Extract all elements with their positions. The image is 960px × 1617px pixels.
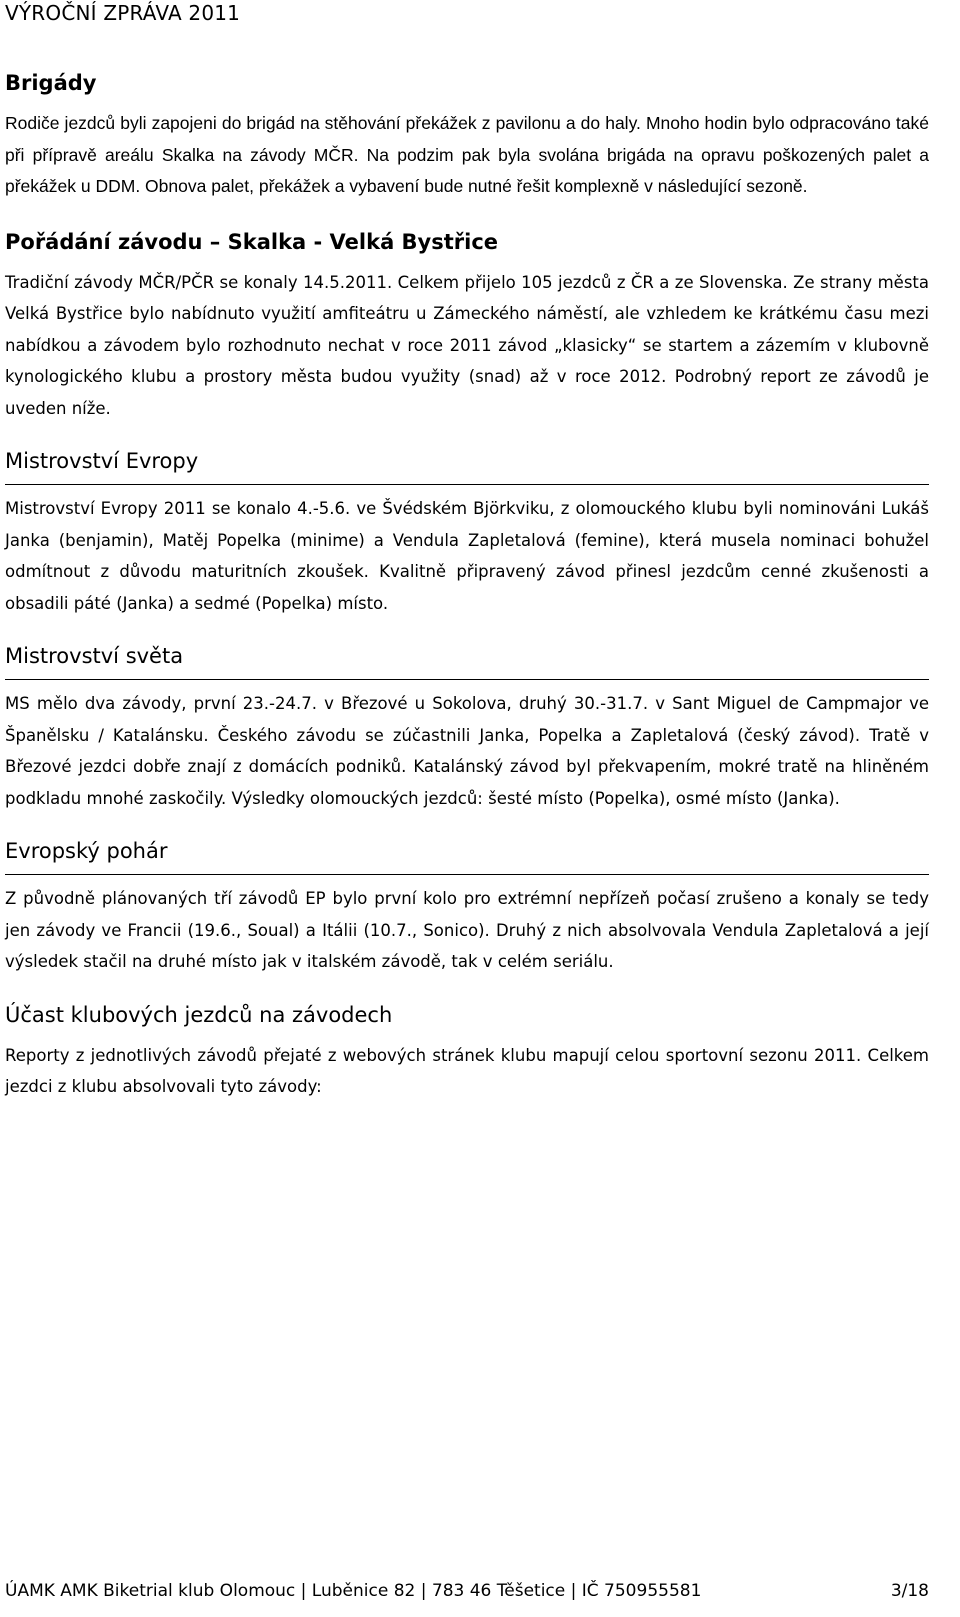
section-paragraph: Z původně plánovaných tří závodů EP bylo první kolo pro extrémní nepřízeň počasí zrušeno a konaly se tedy jen závody ve Francii (19.6., Soual) a Itálii (10.7., Sonico). Druhý z nich absolvovala Vendula Zapletalová a její výsledek stačil na druhé místo jak v italském závodě, tak v celém seriálu.: [5, 889, 929, 971]
page-footer: [5, 1576, 929, 1606]
page-number: 3/18: [890, 1581, 929, 1601]
section-heading: Evropský pohár: [5, 836, 929, 875]
report-title: VÝROČNÍ ZPRÁVA 2011: [5, 1, 241, 25]
section-heading: Brigády: [5, 71, 97, 95]
section-evropsky-pohar: [5, 836, 929, 978]
section-mistrovstvi-sveta: [5, 641, 929, 814]
section-heading: Účast klubových jezdců na závodech: [5, 1002, 393, 1027]
section-paragraph: Reporty z jednotlivých závodů přejaté z webových stránek klubu mapují celou sportovní sezonu 2011. Celkem jezdci z klubu absolvovali tyto závody:: [5, 1045, 929, 1096]
section-brigady: [5, 68, 929, 203]
section-poradani-zavodu: [5, 227, 929, 425]
section-paragraph: Tradiční závody MČR/PČR se konaly 14.5.2011. Celkem přijelo 105 jezdců z ČR a ze Slovenska. Ze strany města Velká Bystřice bylo nabídnuto využití amfiteátru u Zámeckého náměstí, ale vzhledem ke krátkému času mezi nabídkou a závodem bylo rozhodnuto nechat v roce 2011 závod „klasicky“ se startem a zázemím v klubovně kynologického klubu a prostory města budou využity (snad) až v roce 2012. Podrobný report ze závodů je uveden níže.: [5, 272, 929, 418]
section-heading: Mistrovství Evropy: [5, 446, 929, 485]
section-paragraph: Mistrovství Evropy 2011 se konalo 4.-5.6. ve Švédském Björkviku, z olomouckého klubu byli nominováni Lukáš Janka (benjamin), Matěj Popelka (minime) a Vendula Zapletalová (femine), která musela nominaci bohužel odmítnout z důvodu maturitních zkoušek. Kvalitně připravený závod přinesl jezdcům cenné zkušenosti a obsadili páté (Janka) a sedmé (Popelka) místo.: [5, 499, 929, 613]
section-heading: Mistrovství světa: [5, 641, 929, 680]
section-paragraph: MS mělo dva závody, první 23.-24.7. v Březové u Sokolova, druhý 30.-31.7. v Sant Miguel de Campmajor ve Španělsku / Katalánsku. Českého závodu se zúčastnili Janka, Popelka a Zapletalová (český závod). Tratě v Březové jezdci dobře znají z domácích podniků. Katalánský závod byl překvapením, mokré tratě na hliněném podkladu mnohé zaskočily. Výsledky olomouckých jezdců: šesté místo (Popelka), osmé místo (Janka).: [5, 694, 929, 808]
section-mistrovstvi-evropy: [5, 446, 929, 619]
section-paragraph: Rodiče jezdců byli zapojeni do brigád na stěhování překážek z pavilonu a do haly. Mnoho hodin bylo odpracováno také při přípravě areálu Skalka na závody MČR. Na podzim pak byla svolána brigáda na opravu poškozených palet a překážek u DDM. Obnova palet, překážek a vybavení bude nutné řešit komplexně v následující sezoně.: [5, 113, 929, 196]
section-ucast-jezdcu: [5, 1000, 929, 1103]
footer-organization: ÚAMK AMK Biketrial klub Olomouc | Luběnice 82 | 783 46 Těšetice | IČ 750955581: [5, 1581, 702, 1601]
document-body: [5, 60, 929, 1103]
section-heading: Pořádání závodu – Skalka - Velká Bystřice: [5, 229, 499, 254]
